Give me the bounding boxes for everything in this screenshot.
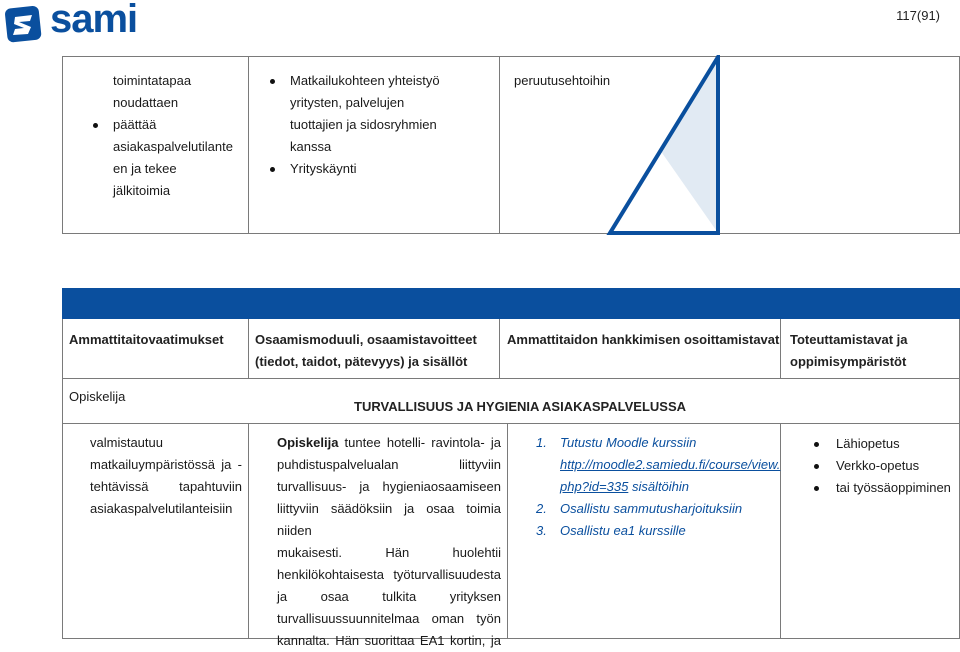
text-line: kanssa [290, 139, 332, 154]
header-osoittamistavat: Ammattitaidon hankkimisen osoittamistavat [507, 332, 780, 347]
bullet-dot-icon [270, 79, 275, 84]
text-line: asiakaspalvelutilante [113, 139, 233, 154]
table-rule [780, 423, 781, 639]
sami-logo-mark-icon [4, 3, 44, 43]
bullet-dot-icon [814, 486, 819, 491]
text-line: ja osaa tulkita yrityksen [277, 589, 501, 604]
table-rule [499, 319, 500, 379]
text-line [277, 432, 501, 454]
item-number: 3. [536, 523, 547, 538]
moodle-link[interactable]: php?id=335 [560, 479, 629, 494]
section-band [62, 288, 960, 319]
numbered-item [536, 498, 780, 520]
bullet-dot-icon [270, 167, 275, 172]
skills-table [62, 319, 960, 648]
text-line: turvallisuus- ja hygieniaosaamiseen [277, 479, 501, 494]
table-rule [248, 423, 249, 639]
item-text: tai työssäoppiminen [836, 480, 951, 495]
page-number: 117(91) [896, 8, 940, 23]
item-text: Osallistu ea1 kurssille [560, 523, 686, 538]
text-line: Matkailukohteen yhteistyö [290, 73, 440, 88]
table-rule [780, 319, 781, 379]
header-toteuttamistavat [790, 329, 955, 373]
bullet-dot-icon [93, 123, 98, 128]
bullet-item [836, 433, 956, 455]
header-line: oppimisympäristöt [790, 354, 907, 369]
table1-col3: peruutusehtoihin [514, 73, 611, 88]
text-line: yritysten, palvelujen [290, 95, 405, 110]
numbered-item [536, 520, 780, 542]
text-line: jälkitoimia [113, 183, 171, 198]
text-line: mukaisesti. Hän huolehtii [277, 545, 501, 560]
bullet-item [290, 70, 495, 158]
text-line: päättää [113, 117, 157, 132]
sami-logo [4, 0, 164, 43]
text-line: noudattaen [113, 95, 179, 110]
role-label: Opiskelija [69, 389, 126, 404]
logo-text: sami [50, 0, 138, 41]
table-rule [62, 233, 960, 234]
item-text: Lähiopetus [836, 436, 900, 451]
text-span: tuntee hotelli- ravintola- ja [338, 435, 501, 450]
body-col2 [277, 432, 501, 652]
table1-col2 [290, 70, 495, 180]
item-text: sisältöihin [628, 479, 690, 494]
text-line: tehtävissä tapahtuviin [90, 479, 242, 494]
header-osaamismoduuli [255, 329, 495, 373]
text-line: matkailuympäristössä ja - [90, 457, 242, 472]
item-number: 1. [536, 435, 547, 450]
text-line: puhdistuspalvelualan liittyviin [277, 457, 501, 472]
numbered-item [536, 432, 780, 454]
header-line: Osaamismoduuli, osaamistavoitteet [255, 332, 477, 347]
text-line: kannalta. Hän suorittaa EA1 kortin, ja [277, 633, 501, 648]
section-title: TURVALLISUUS JA HYGIENIA ASIAKASPALVELUSSA [354, 399, 687, 414]
table-rule [62, 56, 63, 234]
table-rule [248, 319, 249, 379]
table-rule [62, 319, 63, 639]
bullet-item [290, 158, 495, 180]
bullet-dot-icon [814, 442, 819, 447]
table-rule [62, 378, 960, 379]
moodle-link[interactable]: http://moodle2.samiedu.fi/course/view. [560, 457, 781, 472]
bullet-dot-icon [814, 464, 819, 469]
text-line: turvallisuussuunnitelmaa oman työn [277, 611, 501, 626]
header-line: (tiedot, taidot, pätevyys) ja sisällöt [255, 354, 468, 369]
header-ammattitaitovaatimukset: Ammattitaitovaatimukset [69, 332, 224, 347]
table-rule [62, 423, 960, 424]
table-rule [248, 56, 249, 234]
body-col1 [90, 432, 242, 520]
bullet-item [836, 477, 956, 499]
item-text: Osallistu sammutusharjoituksiin [560, 501, 743, 516]
text-line: asiakaspalvelutilanteisiin [90, 501, 233, 516]
text-line: Yrityskäynti [290, 161, 357, 176]
bullet-item [113, 114, 243, 136]
text-line: en ja tekee [113, 161, 177, 176]
student-bold: Opiskelija [277, 435, 339, 450]
text-line: valmistautuu [90, 435, 163, 450]
table-rule [507, 423, 508, 639]
text-line: liittyviin säädöksiin ja osaa toimia niiden [277, 501, 501, 538]
item-text: Tutustu Moodle kurssiin [560, 435, 697, 450]
table1-col1 [113, 70, 243, 202]
text-line: toimintatapaa [113, 73, 192, 88]
continuation-table [62, 56, 960, 234]
item-text: Verkko-opetus [836, 458, 920, 473]
body-col3 [536, 432, 780, 542]
body-col4 [836, 433, 956, 499]
table-rule [62, 56, 960, 57]
table-rule [62, 638, 960, 639]
header-line: Toteuttamistavat ja [790, 332, 908, 347]
brand-triangle-icon [600, 55, 725, 235]
text-line: tuottajien ja sidosryhmien [290, 117, 437, 132]
item-number: 2. [536, 501, 547, 516]
table-rule [499, 56, 500, 234]
bullet-item [836, 455, 956, 477]
text-line: henkilökohtaisesta työturvallisuudesta [277, 567, 501, 582]
